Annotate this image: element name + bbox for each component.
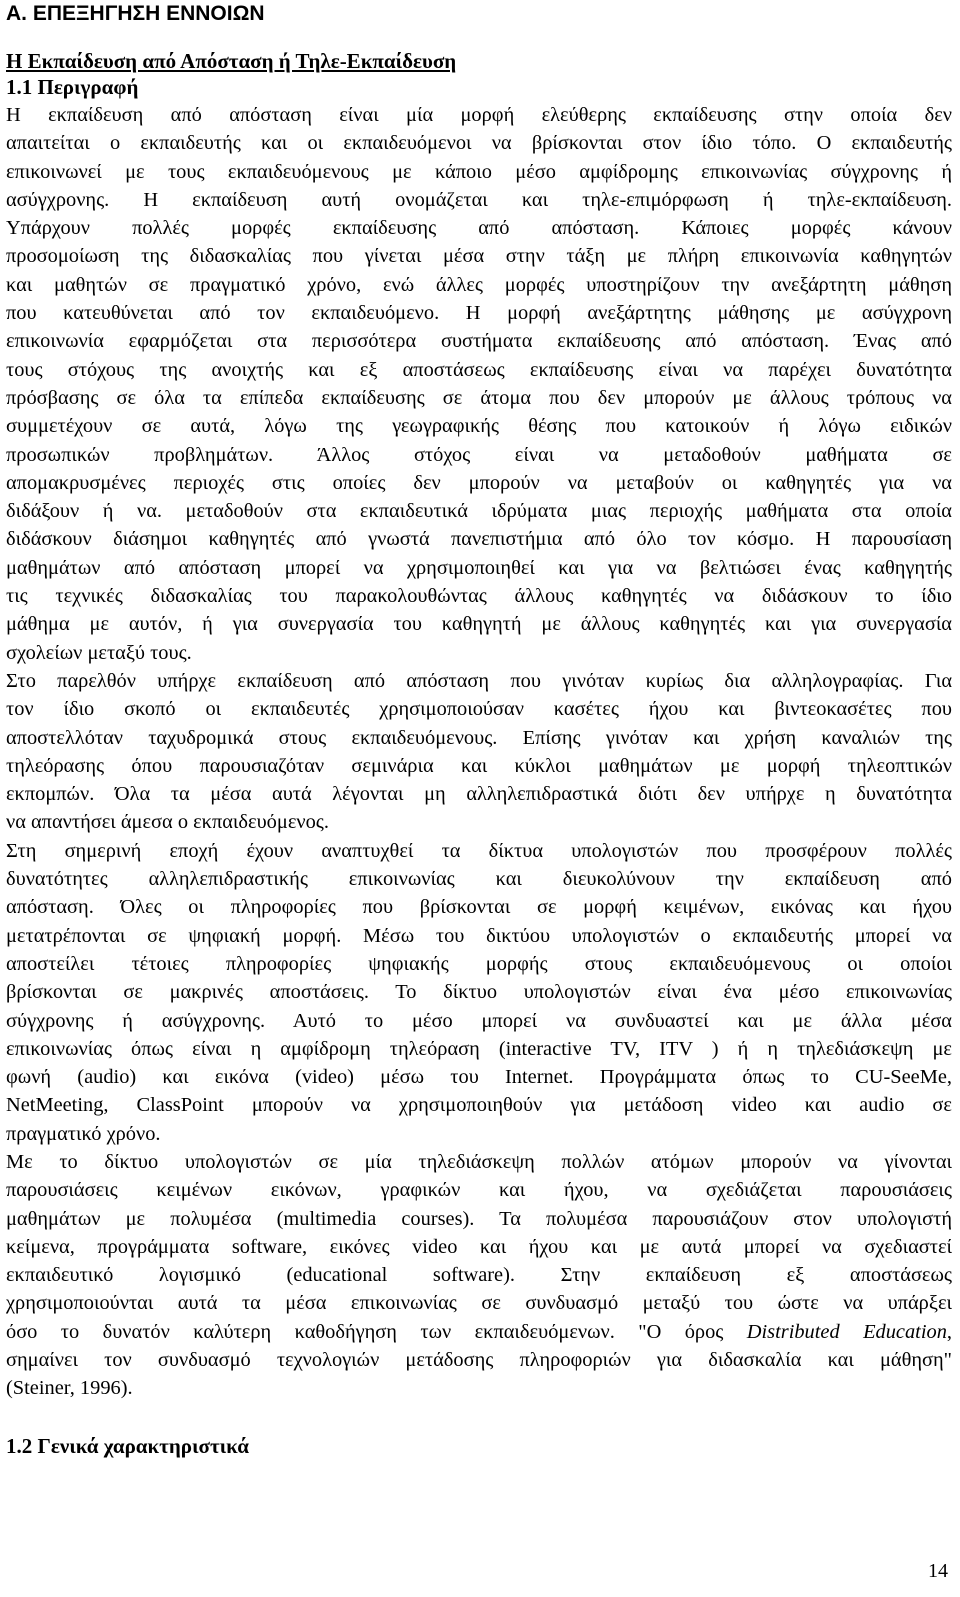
- text-line: διδάσκουν διάσημοι καθηγητές από γνωστά πανεπιστήμια από όλο τον κόσμο. Η παρουσίαση: [6, 528, 952, 551]
- text-line: (Steiner, 1996).: [6, 1377, 133, 1400]
- text-line: τις τεχνικές διδασκαλίας του παρακολουθώντας άλλους καθηγητές να διδάσκουν το ίδιο: [6, 585, 952, 608]
- text-line: επικοινωνία εφαρμόζεται στα περισσότερα συστήματα εκπαίδευσης από απόσταση. Ένας από: [6, 330, 952, 353]
- text-line: [6, 1318, 952, 1346]
- text-line: μάθημα με αυτόν, ή για συνεργασία του καθηγητή με άλλους καθηγητές και για συνεργασία: [6, 613, 952, 636]
- text-line: συμμετέχουν σε αυτά, λόγω της γεωγραφικής θέσης που κατοικούν ή λόγω ειδικών: [6, 415, 952, 438]
- text-line: φωνή (audio) και εικόνα (video) μέσω του Internet. Προγράμματα όπως το CU-SeeMe,: [6, 1066, 952, 1089]
- document-page: [6, 0, 952, 1460]
- text-line: Στη σημερινή εποχή έχουν αναπτυχθεί τα δίκτυα υπολογιστών που προσφέρουν πολλές: [6, 839, 952, 862]
- text-line: και μαθητών σε πραγματικό χρόνο, ενώ άλλες μορφές υποστηρίζουν την ανεξάρτητη μάθηση: [6, 273, 952, 296]
- section-title: Η Εκπαίδευση από Απόσταση ή Τηλε-Εκπαίδευση: [6, 49, 457, 73]
- text-line: μαθημάτων από απόσταση μπορεί να χρησιμοποιηθεί και για να βελτιώσει ένας καθηγητής: [6, 556, 952, 579]
- text-line: αποστείλει τέτοιες πληροφορίες ψηφιακής μορφής στους εκπαιδευόμενους οι οποίοι: [6, 952, 952, 975]
- text-fragment: ,: [946, 1320, 952, 1343]
- paragraph-3: [6, 837, 952, 1148]
- text-line: προσωπικών προβλημάτων. Άλλος στόχος είναι να μεταδοθούν μαθήματα σε: [6, 443, 952, 466]
- text-line: εκπαιδευτικό λογισμικό (educational software). Στην εκπαίδευση εξ αποστάσεως: [6, 1264, 952, 1287]
- text-line: τον ίδιο σκοπό οι εκπαιδευτές χρησιμοποιούσαν κασέτες ήχου και βιντεοκασέτες που: [6, 698, 952, 721]
- chapter-heading: Α. ΕΠΕΞΗΓΗΣΗ ΕΝΝΟΙΩΝ: [6, 2, 265, 25]
- text-line: παρουσιάσεις κειμένων εικόνων, γραφικών και ήχου, να σχεδιάζεται παρουσιάσεις: [6, 1179, 952, 1202]
- text-line: προσομοίωση της διδασκαλίας που γίνεται μέσα στην τάξη με πλήρη επικοινωνία καθηγητών: [6, 245, 952, 268]
- subsection-title-1-2: 1.2 Γενικά χαρακτηριστικά: [6, 1433, 249, 1458]
- text-line: που κατευθύνεται από τον εκπαιδευόμενο. Η μορφή ανεξάρτητης μάθησης με ασύγχρονη: [6, 302, 952, 325]
- text-line: απόσταση. Όλες οι πληροφορίες που βρίσκονται σε μορφή κειμένων, εικόνας και ήχου: [6, 896, 952, 919]
- text-line: πραγματικό χρόνο.: [6, 1122, 161, 1145]
- text-line: Υπάρχουν πολλές μορφές εκπαίδευσης από απόσταση. Κάποιες μορφές κάνουν: [6, 217, 952, 240]
- spacer: [6, 27, 952, 48]
- italic-term: Distributed Education: [746, 1320, 947, 1343]
- text-line: σύγχρονης ή ασύγχρονης. Αυτό το μέσο μπορεί να συνδυαστεί και με άλλα μέσα: [6, 1009, 952, 1032]
- text-line: απομακρυσμένες περιοχές στις οποίες δεν μπορούν να μεταβούν οι καθηγητές για να: [6, 471, 952, 494]
- text-line: πρόσβασης σε όλα τα επίπεδα εκπαίδευσης σε άτομα που δεν μπορούν με άλλους τρόπους να: [6, 386, 952, 409]
- spacer: [6, 1403, 952, 1433]
- text-line: επικοινωνίας όπως είναι η αμφίδρομη τηλεόραση (interactive TV, ITV ) ή η τηλεδιάσκεψη με: [6, 1037, 952, 1060]
- text-line: ασύγχρονης. Η εκπαίδευση αυτή ονομάζεται και τηλε-επιμόρφωση ή τηλε-εκπαίδευση.: [6, 188, 952, 211]
- subsection-title-1-1: 1.1 Περιγραφή: [6, 75, 139, 99]
- text-line: χρησιμοποιούνται αυτά τα μέσα επικοινωνίας σε συνδυασμό μεταξύ του ώστε να υπάρξει: [6, 1292, 952, 1315]
- text-line: κείμενα, προγράμματα software, εικόνες video και ήχου και με αυτά μπορεί να σχεδιαστεί: [6, 1235, 952, 1258]
- text-line: τους στόχους της ανοιχτής και εξ αποστάσεως εκπαίδευσης είναι να παρέχει δυνατότητα: [6, 358, 952, 381]
- text-line: να απαντήσει άμεσα ο εκπαιδευόμενος.: [6, 811, 329, 834]
- text-line: αποστελλόταν ταχυδρομικά στους εκπαιδευόμενους. Επίσης γινόταν και χρήση καναλιών της: [6, 726, 952, 749]
- text-line: σχολείων μεταξύ τους.: [6, 641, 192, 664]
- text-fragment: όσο το δυνατόν καλύτερη καθοδήγηση των εκπαιδευόμενων. "Ο όρος: [6, 1320, 747, 1343]
- paragraph-2: [6, 667, 952, 837]
- text-line: διδάξουν ή να. μεταδοθούν στα εκπαιδευτικά ιδρύματα μιας περιοχής μαθήματα στα οποία: [6, 500, 952, 523]
- text-line: Στο παρελθόν υπήρχε εκπαίδευση από απόσταση που γινόταν κυρίως δια αλληλογραφίας. Για: [6, 669, 952, 692]
- text-line: απαιτείται ο εκπαιδευτής και οι εκπαιδευόμενοι να βρίσκονται στον ίδιο τόπο. Ο εκπαιδευτής: [6, 132, 952, 155]
- paragraph-4: [6, 1148, 952, 1403]
- text-line: Η εκπαίδευση από απόσταση είναι μία μορφή ελεύθερης εκπαίδευσης στην οποία δεν: [6, 104, 952, 126]
- text-line: τηλεόρασης όπου παρουσιαζόταν σεμινάρια και κύκλοι μαθημάτων με μορφή τηλεοπτικών: [6, 754, 952, 777]
- text-line: Με το δίκτυο υπολογιστών σε μία τηλεδιάσκεψη πολλών ατόμων μπορούν να γίνονται: [6, 1150, 952, 1173]
- text-line: μαθημάτων με πολυμέσα (multimedia courses). Τα πολυμέσα παρουσιάζουν στον υπολογιστή: [6, 1207, 952, 1230]
- text-line: επικοινωνεί με τους εκπαιδευόμενους με κάποιο μέσο αμφίδρομης επικοινωνίας σύγχρονης ή: [6, 160, 952, 183]
- paragraph-1: [6, 101, 952, 667]
- text-line: εκπομπών. Όλα τα μέσα αυτά λέγονται μη αλληλεπιδραστικά διότι δεν υπήρχε η δυνατότητα: [6, 783, 952, 806]
- text-line: σημαίνει τον συνδυασμό τεχνολογιών μετάδοσης πληροφοριών για διδασκαλία και μάθηση": [6, 1349, 952, 1372]
- text-line: μετατρέπονται σε ψηφιακή μορφή. Μέσω του δικτύου υπολογιστών ο εκπαιδευτής μπορεί να: [6, 924, 952, 947]
- text-line: NetMeeting, ClassPoint μπορούν να χρησιμοποιηθούν για μετάδοση video και audio σε: [6, 1094, 952, 1117]
- text-line: δυνατότητες αλληλεπιδραστικής επικοινωνίας και διευκολύνουν την εκπαίδευση από: [6, 868, 952, 891]
- page-number: 14: [928, 1560, 948, 1582]
- text-line: βρίσκονται σε μακρινές αποστάσεις. Το δίκτυο υπολογιστών είναι ένα μέσο επικοινωνίας: [6, 981, 952, 1004]
